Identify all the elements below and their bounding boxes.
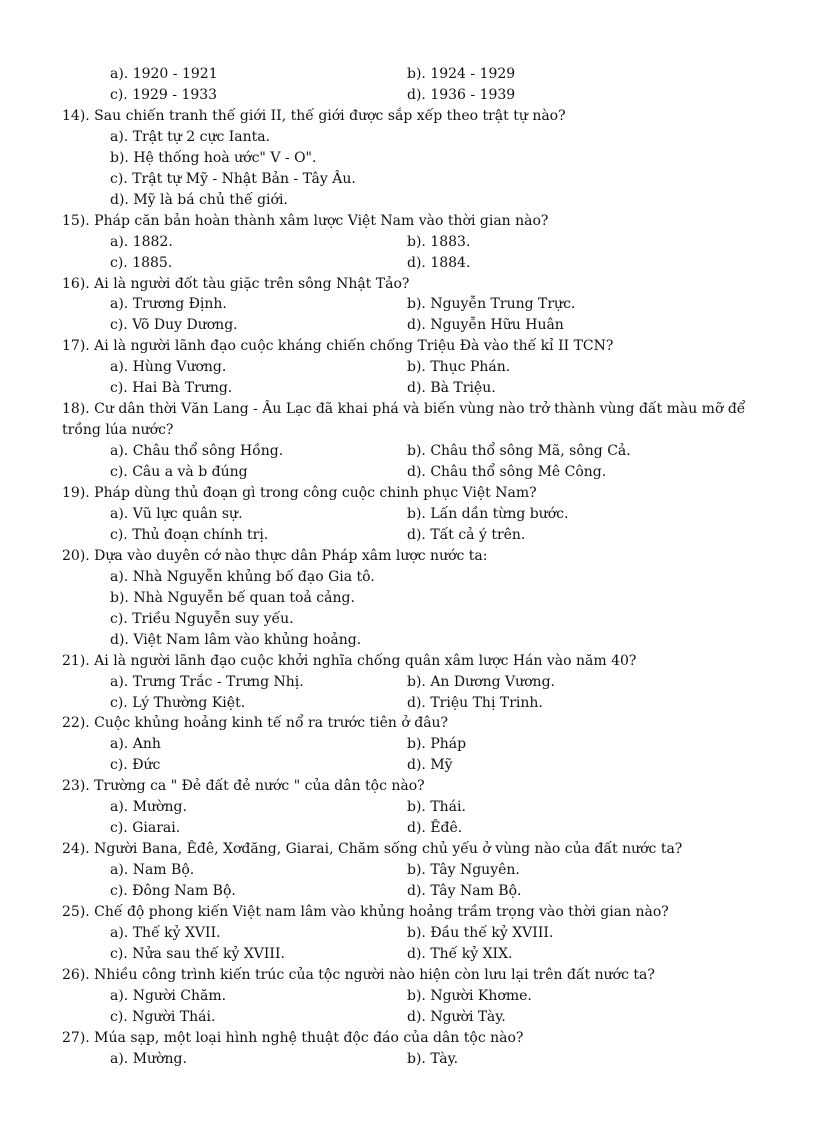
answer-option: b). 1883. — [407, 233, 471, 250]
answer-option: a). Anh — [110, 736, 161, 753]
answer-option: c). Người Thái. — [110, 1008, 216, 1025]
answer-row — [0, 504, 816, 525]
question-line — [0, 713, 816, 734]
answer-row — [0, 881, 816, 902]
answer-option: d). 1936 - 1939 — [407, 86, 516, 103]
answer-option: b). Thái. — [407, 799, 466, 816]
answer-option: a). Nhà Nguyễn khủng bố đạo Gia tô. — [110, 568, 375, 585]
answer-option: d). Châu thổ sông Mê Công. — [407, 464, 607, 481]
answer-row — [0, 755, 816, 776]
answer-option: b). 1924 - 1929 — [407, 66, 516, 82]
answer-row — [0, 567, 816, 588]
answer-option: b). Nhà Nguyễn bế quan toả cảng. — [110, 589, 355, 606]
answer-option: d). Người Tày. — [407, 1008, 506, 1025]
answer-option: b). Đầu thế kỷ XVIII. — [407, 924, 554, 941]
answer-option: b). Hệ thống hoà ước" V - O". — [110, 149, 317, 166]
answer-option: d). Việt Nam lâm vào khủng hoảng. — [110, 631, 362, 648]
answer-row — [0, 462, 816, 483]
question-line — [0, 274, 816, 295]
answer-option: d). Nguyễn Hữu Huân — [407, 317, 564, 334]
answer-option: d). Thế kỷ XIX. — [407, 945, 513, 962]
question-text: 24). Người Bana, Êđê, Xơđăng, Giarai, Chăm sống chủ yếu ở vùng nào của đất nước ta? — [62, 841, 683, 858]
question-text: 25). Chế độ phong kiến Việt nam lâm vào khủng hoảng trầm trọng vào thời gian nào? — [62, 904, 669, 920]
answer-option: a). Người Chăm. — [110, 987, 227, 1004]
answer-row — [0, 734, 816, 755]
answer-option: a). Nam Bộ. — [110, 862, 195, 879]
question-text: 21). Ai là người lãnh đạo cuộc khởi nghĩa chống quân xâm lược Hán vào năm 40? — [62, 652, 637, 669]
answer-option: c). Đông Nam Bộ. — [110, 883, 236, 900]
answer-option: a). 1920 - 1921 — [110, 66, 218, 82]
answer-row — [0, 923, 816, 944]
question-line — [0, 839, 816, 860]
answer-row — [0, 818, 816, 839]
answer-option: a). Thế kỷ XVII. — [110, 924, 221, 941]
answer-row — [0, 148, 816, 169]
answer-option: d). Tây Nam Bộ. — [407, 883, 522, 900]
question-text: 16). Ai là người đốt tàu giặc trên sông Nhật Tảo? — [62, 275, 410, 292]
question-text: 15). Pháp căn bản hoàn thành xâm lược Việt Nam vào thời gian nào? — [62, 212, 549, 229]
answer-option: c). Triều Nguyễn suy yếu. — [110, 610, 294, 627]
answer-option: c). Đức — [110, 757, 161, 774]
answer-option: c). Trật tự Mỹ - Nhật Bản - Tây Âu. — [110, 170, 356, 187]
question-text: 27). Múa sạp, một loại hình nghệ thuật độc đáo của dân tộc nào? — [62, 1029, 524, 1046]
answer-option: a). Vũ lực quân sự. — [110, 505, 243, 522]
answer-option: d). Mỹ — [407, 757, 453, 774]
answer-option: b). Thục Phán. — [407, 359, 511, 376]
answer-option: d). Bà Triệu. — [407, 380, 496, 397]
answer-option: b). Lấn dần từng bước. — [407, 505, 569, 522]
answer-option: a). Mường. — [110, 1050, 187, 1067]
answer-option: c). Võ Duy Dương. — [110, 317, 238, 334]
answer-option: c). Nửa sau thế kỷ XVIII. — [110, 945, 285, 962]
question-line — [0, 420, 816, 441]
answer-row — [0, 525, 816, 546]
question-text: 23). Trường ca " Đẻ đất đẻ nước " của dân tộc nào? — [62, 778, 425, 795]
answer-row — [0, 672, 816, 693]
answer-row — [0, 190, 816, 211]
answer-option: a). 1882. — [110, 233, 173, 250]
answer-option: a). Châu thổ sông Hồng. — [110, 443, 284, 460]
answer-option: c). 1929 - 1933 — [110, 86, 218, 103]
answer-row — [0, 609, 816, 630]
answer-option: c). Giarai. — [110, 820, 181, 837]
answer-row — [0, 315, 816, 336]
question-text: trồng lúa nước? — [62, 422, 174, 439]
answer-option: c). 1885. — [110, 254, 173, 271]
answer-option: c). Thủ đoạn chính trị. — [110, 526, 269, 543]
question-line — [0, 399, 816, 420]
answer-row — [0, 693, 816, 714]
answer-option: b). An Dương Vương. — [407, 673, 555, 690]
question-line — [0, 1028, 816, 1049]
answer-row — [0, 860, 816, 881]
answer-row — [0, 630, 816, 651]
answer-row — [0, 378, 816, 399]
answer-option: b). Nguyễn Trung Trực. — [407, 296, 576, 313]
answer-option: d). Tất cả ý trên. — [407, 526, 526, 543]
answer-option: b). Châu thổ sông Mã, sông Cả. — [407, 443, 631, 460]
answer-option: a). Mường. — [110, 799, 187, 816]
question-text: 26). Nhiều công trình kiến trúc của tộc người nào hiện còn lưu lại trên đất nước ta? — [62, 966, 655, 983]
answer-option: b). Tày. — [407, 1050, 459, 1067]
question-line — [0, 106, 816, 127]
question-text: 19). Pháp dùng thủ đoạn gì trong công cuộc chinh phục Việt Nam? — [62, 485, 537, 501]
answer-option: c). Lý Thường Kiệt. — [110, 694, 246, 711]
question-text: 14). Sau chiến tranh thế giới II, thế giới được sắp xếp theo trật tự nào? — [62, 107, 566, 124]
answer-option: d). Mỹ là bá chủ thế giới. — [110, 191, 288, 208]
question-text: 18). Cư dân thời Văn Lang - Âu Lạc đã khai phá và biến vùng nào trở thành vùng đất màu mỡ để — [62, 401, 746, 418]
answer-row — [0, 1049, 816, 1070]
question-line — [0, 483, 816, 504]
answer-option: d). Triệu Thị Trinh. — [407, 694, 543, 711]
answer-row — [0, 797, 816, 818]
question-text: 20). Dựa vào duyên cớ nào thực dân Pháp xâm lược nước ta: — [62, 547, 488, 564]
answer-row — [0, 169, 816, 190]
answer-row — [0, 986, 816, 1007]
answer-row — [0, 64, 816, 85]
answer-option: a). Trật tự 2 cực Ianta. — [110, 128, 271, 145]
question-line — [0, 211, 816, 232]
answer-row — [0, 127, 816, 148]
answer-row — [0, 1007, 816, 1028]
answer-option: b). Người Khơme. — [407, 987, 532, 1004]
question-line — [0, 776, 816, 797]
answer-row — [0, 944, 816, 965]
answer-row — [0, 294, 816, 315]
answer-option: a). Trương Định. — [110, 296, 227, 313]
answer-option: d). 1884. — [407, 254, 471, 271]
question-line — [0, 336, 816, 357]
answer-row — [0, 357, 816, 378]
question-text: 17). Ai là người lãnh đạo cuộc kháng chiến chống Triệu Đà vào thế kỉ II TCN? — [62, 338, 614, 355]
question-text: 22). Cuộc khủng hoảng kinh tế nổ ra trước tiên ở đâu? — [62, 715, 449, 732]
answer-option: c). Hai Bà Trưng. — [110, 380, 233, 397]
answer-row — [0, 588, 816, 609]
question-line — [0, 651, 816, 672]
answer-row — [0, 85, 816, 106]
answer-row — [0, 232, 816, 253]
answer-option: a). Trưng Trắc - Trưng Nhị. — [110, 673, 304, 690]
answer-row — [0, 441, 816, 462]
question-line — [0, 546, 816, 567]
question-line — [0, 965, 816, 986]
answer-option: c). Câu a và b đúng — [110, 464, 248, 481]
answer-option: b). Pháp — [407, 736, 467, 753]
question-line — [0, 902, 816, 923]
answer-row — [0, 253, 816, 274]
answer-option: d). Êđê. — [407, 820, 463, 837]
answer-option: b). Tây Nguyên. — [407, 862, 520, 879]
answer-option: a). Hùng Vương. — [110, 359, 227, 376]
